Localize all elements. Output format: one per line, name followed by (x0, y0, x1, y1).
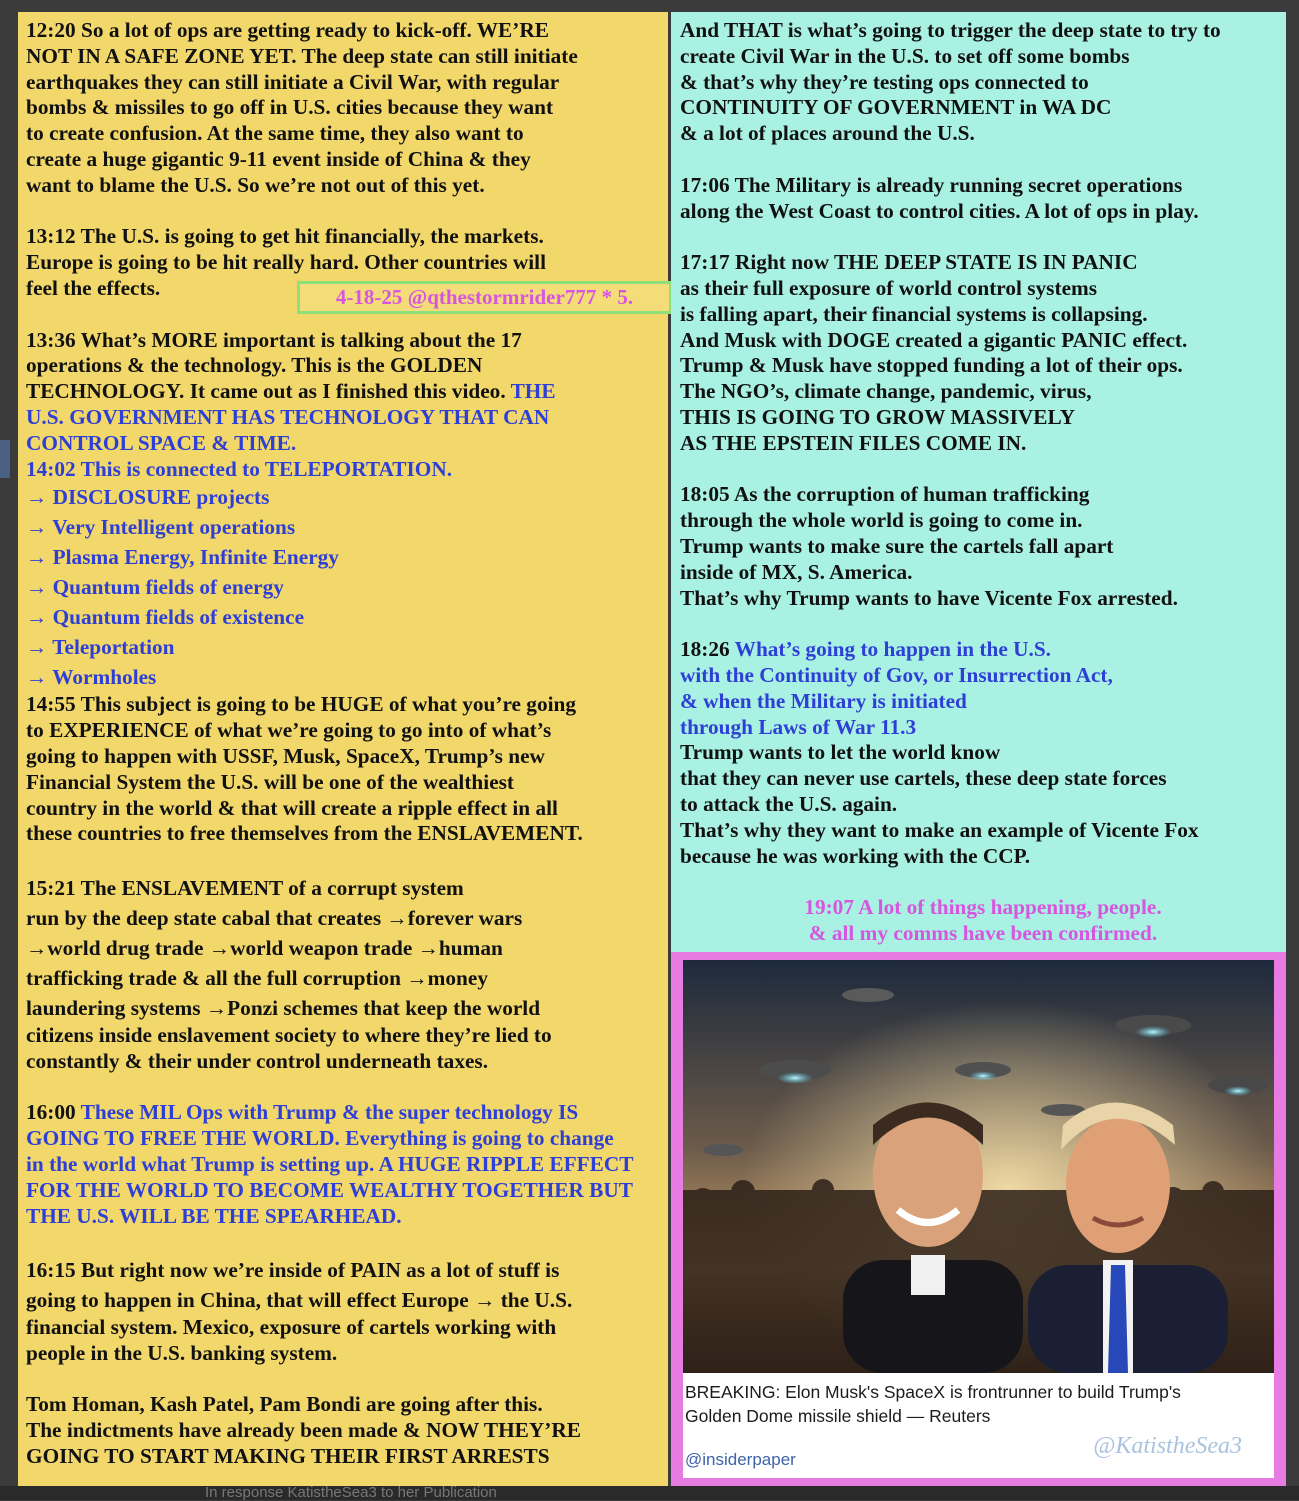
underlay-text: In response KatistheSea3 to her Publication (205, 1484, 497, 1501)
paragraph-1706: 17:06 The Military is already running secret operations along the West Coast to control cities. A lot of ops in play. (680, 172, 1199, 223)
headline-line: Golden Dome missile shield — Reuters (685, 1406, 991, 1426)
list-item: → Quantum fields of existence (26, 605, 305, 630)
date-handle-stamp: 4-18-25 @qthestormrider777 * 5. (297, 281, 672, 314)
list-item: → Plasma Energy, Infinite Energy (26, 545, 339, 570)
headline-line: BREAKING: Elon Musk's SpaceX is frontrunner to build Trump's (685, 1382, 1181, 1402)
list-item: → Wormholes (26, 665, 157, 690)
underlay-strip (0, 1486, 1299, 1500)
paragraph-1615: 16:15 But right now we’re inside of PAIN as a lot of stuff is going to happen in China, that will effect Europe → the U.S. financial system. Mexico, exposure of cartels working with people in the U.S. banking system. (26, 1258, 573, 1365)
paragraph-1805: 18:05 As the corruption of human trafficking through the whole world is going to come in. Trump wants to make sure the cartels fall apart inside of MX, S. America. That’s why Trump wants to have Vicente Fox arrested. (680, 482, 1178, 610)
news-card-frame (671, 952, 1286, 1486)
paragraph-1717: 17:17 Right now THE DEEP STATE IS IN PANIC as their full exposure of world control systems is falling apart, their financial systems is collapsing. And Musk with DOGE created a gigantic PANIC effect. Trump & Musk have stopped funding a lot of their ops. The NGO’s, climate change, pandemic, virus, THIS IS GOING TO GROW MASSIVELY AS THE EPSTEIN FILES COME IN. (680, 250, 1188, 455)
paragraph-1336: 13:36 What’s MORE important is talking about the 17 operations & the technology. This is the GOLDEN TECHNOLOGY. It came out as I finished this video. THE U.S. GOVERNMENT HAS TECHNOLOGY THAT CAN CONTROL SPACE & TIME. 14:02 This is connected to TELEPORTATION. (26, 327, 556, 481)
paragraph-1312: 13:12 The U.S. is going to get hit financially, the markets. Europe is going to be hit really hard. Other countries will feel the effects. (26, 224, 547, 300)
list-item: → Teleportation (26, 635, 175, 660)
list-item: → Quantum fields of energy (26, 575, 284, 600)
paragraph-1826: 18:26 What’s going to happen in the U.S. with the Continuity of Gov, or Insurrection Act, & when the Military is initiated through Laws of War 11.3 Trump wants to let the world know that they can never use cartels, these deep state forces to attack the U.S. again. That’s why they want to make an example of Vicente Fox because he was working with the CCP. (680, 637, 1199, 868)
paragraph-1220: 12:20 So a lot of ops are getting ready to kick-off. WE’RE NOT IN A SAFE ZONE YET. The deep state can still initiate earthquakes they can still initiate a Civil War, with regular bombs & missiles to go off in U.S. cities because they want to create confusion. At the same time, they also want to create a huge gigantic 9-11 event inside of China & they want to blame the U.S. So we’re not out of this yet. (26, 18, 578, 197)
illustration-image (683, 960, 1274, 1373)
paragraph-1907: 19:07 A lot of things happening, people. & all my comms have been confirmed. (804, 895, 1162, 945)
watermark-signature: @KatistheSea3 (1093, 1433, 1242, 1459)
right-text-panel (671, 12, 1286, 952)
arrow-list (26, 482, 668, 692)
paragraph-1455: 14:55 This subject is going to be HUGE of what you’re going to EXPERIENCE of what we’re going to go into of what’s going to happen with USSF, Musk, SpaceX, Trump’s new Financial System the U.S. will be one of the wealthiest country in the world & that will create a ripple effect in all these countries to free themselves from the ENSLAVEMENT. (26, 692, 583, 846)
list-item: → Very Intelligent operations (26, 515, 296, 540)
paragraph-arrests: Tom Homan, Kash Patel, Pam Bondi are going after this. The indictments have already been made & NOW THEY’RE GOING TO START MAKING THEIR FIRST ARRESTS (26, 1392, 581, 1469)
news-photo[interactable] (683, 960, 1274, 1373)
news-caption (683, 1373, 1274, 1478)
left-text-panel (18, 12, 668, 1486)
list-item: → DISCLOSURE projects (26, 485, 270, 510)
paragraph-civil-war: And THAT is what’s going to trigger the deep state to try to create Civil War in the U.S. to set off some bombs & that’s why they’re testing ops connected to CONTINUITY OF GOVERNMENT in WA DC & a lot of places around the U.S. (680, 18, 1221, 146)
paragraph-1521: 15:21 The ENSLAVEMENT of a corrupt system run by the deep state cabal that creates →forever wars →world drug trade →world weapon trade →human trafficking trade & all the full corruption →money laundering systems →Ponzi schemes that keep the world citizens inside enslavement society to where they’re lied to constantly & their under control underneath taxes. (26, 875, 552, 1073)
source-handle[interactable]: @insiderpaper (685, 1450, 796, 1469)
paragraph-1600: 16:00 These MIL Ops with Trump & the super technology IS GOING TO FREE THE WORLD. Everything is going to change in the world what Trump is setting up. A HUGE RIPPLE EFFECT FOR THE WORLD TO BECOME WEALTHY TOGETHER BUT THE U.S. WILL BE THE SPEARHEAD. (26, 1100, 634, 1228)
background-edge (0, 440, 10, 478)
